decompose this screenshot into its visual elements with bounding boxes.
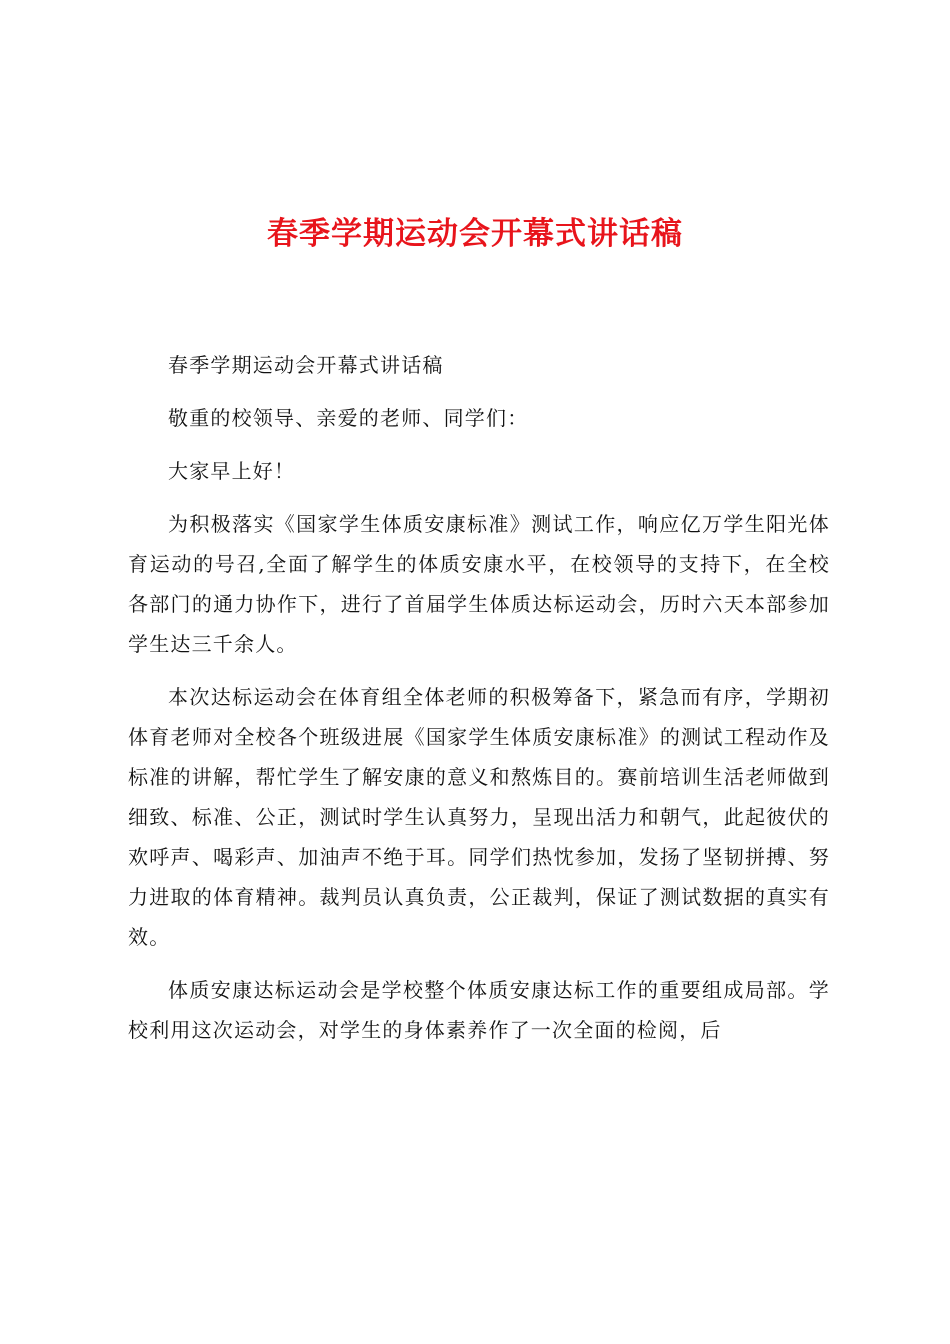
paragraph-body: 本次达标运动会在体育组全体老师的积极筹备下，紧急而有序，学期初体育老师对全校各个班级进展《国家学生体质安康标准》的测试工程动作及标准的讲解，帮忙学生了解安康的意义和熬炼目的。赛前培训生活老师做到细致、标准、公正，测试时学生认真努力，呈现出活力和朝气，此起彼伏的欢呼声、喝彩声、加油声不绝于耳。同学们热忱参加，发扬了坚韧拼搏、努力进取的体育精神。裁判员认真负责，公正裁判，保证了测试数据的真实有效。 <box>128 685 830 949</box>
document-title: 春季学期运动会开幕式讲话稿 <box>267 216 683 252</box>
paragraph-heading: 春季学期运动会开幕式讲话稿 <box>168 353 444 377</box>
paragraph-salutation: 敬重的校领导、亲爱的老师、同学们： <box>168 406 529 430</box>
paragraph-body: 体质安康达标运动会是学校整个体质安康达标工作的重要组成局部。学校利用这次运动会，对学生的身体素养作了一次全面的检阅，后 <box>128 978 830 1042</box>
paragraph-greeting: 大家早上好！ <box>168 459 296 483</box>
document-body <box>128 345 830 1050</box>
paragraph-body: 为积极落实《国家学生体质安康标准》测试工作，响应亿万学生阳光体育运动的号召,全面了解学生的体质安康水平，在校领导的支持下，在全校各部门的通力协作下，进行了首届学生体质达标运动会，历时六天本部参加学生达三千余人。 <box>128 512 830 656</box>
